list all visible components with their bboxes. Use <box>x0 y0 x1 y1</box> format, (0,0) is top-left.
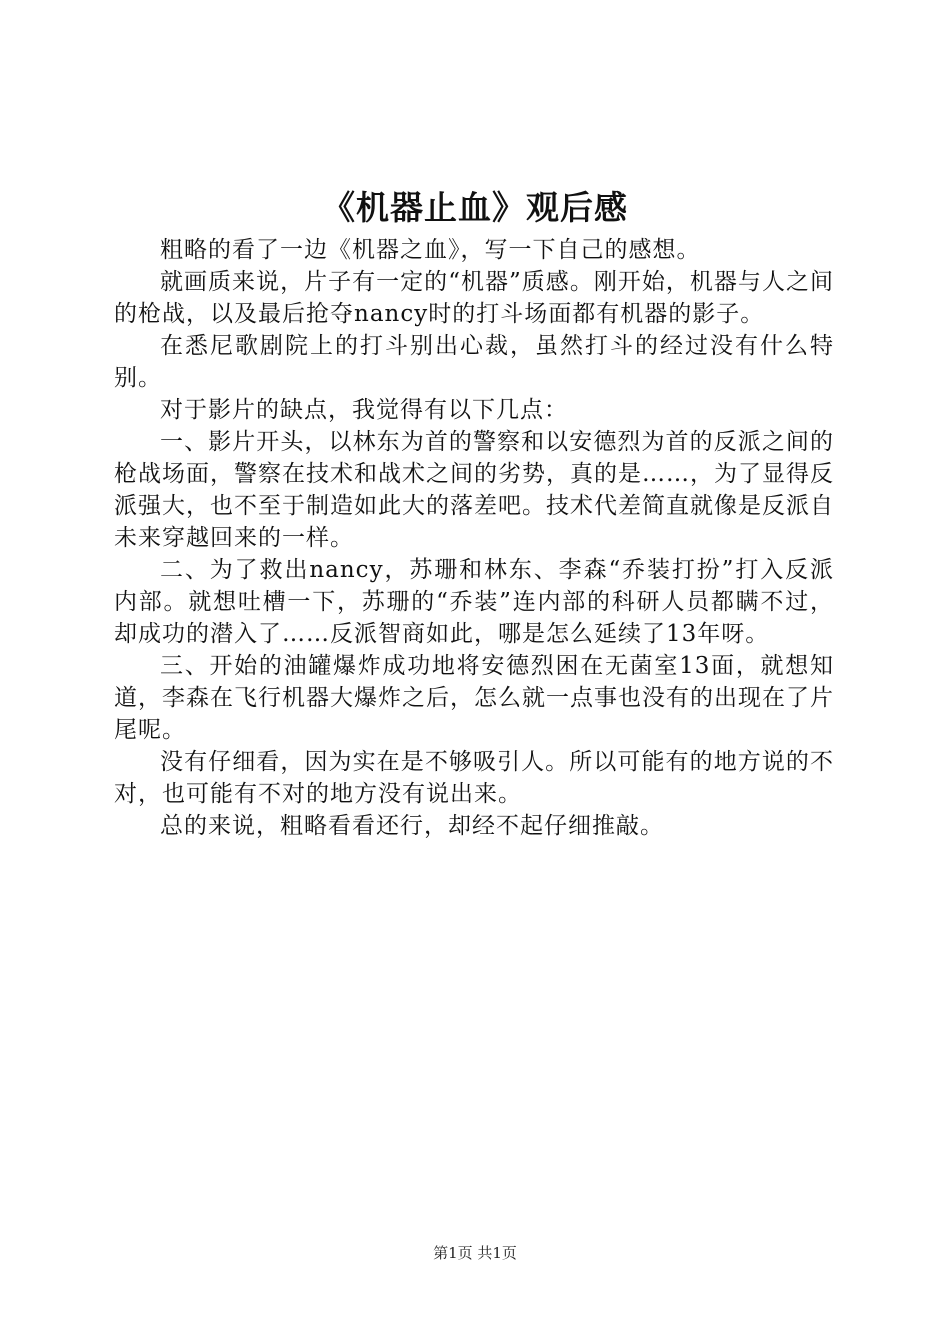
paragraph-2: 就画质来说，片子有一定的“机器”质感。刚开始，机器与人之间的枪战，以及最后抢夺nancy时的打斗场面都有机器的影子。 <box>114 269 834 327</box>
paragraph-4: 对于影片的缺点，我觉得有以下几点： <box>160 397 568 423</box>
paragraph-7: 三、开始的油罐爆炸成功地将安德烈困在无菌室13面，就想知道，李森在飞行机器大爆炸之后，怎么就一点事也没有的出现在了片尾呢。 <box>114 653 834 743</box>
paragraph-5: 一、影片开头，以林东为首的警察和以安德烈为首的反派之间的枪战场面，警察在技术和战术之间的劣势，真的是……，为了显得反派强大，也不至于制造如此大的落差吧。技术代差简直就像是反派自未来穿越回来的一样。 <box>114 429 834 551</box>
paragraph-6: 二、为了救出nancy，苏珊和林东、李森“乔装打扮”打入反派内部。就想吐槽一下，苏珊的“乔装”连内部的科研人员都瞒不过，却成功的潜入了……反派智商如此，哪是怎么延续了13年呀。 <box>114 557 834 647</box>
paragraph-3: 在悉尼歌剧院上的打斗别出心裁，虽然打斗的经过没有什么特别。 <box>114 333 834 391</box>
paragraph-9: 总的来说，粗略看看还行，却经不起仔细推敲。 <box>160 813 664 839</box>
paragraph-1: 粗略的看了一边《机器之血》，写一下自己的感想。 <box>160 237 701 263</box>
page-number-footer: 第1页 共1页 <box>433 1244 517 1262</box>
document-body <box>114 234 834 842</box>
document-title: 《机器止血》观后感 <box>322 188 628 227</box>
paragraph-8: 没有仔细看，因为实在是不够吸引人。所以可能有的地方说的不对，也可能有不对的地方没有说出来。 <box>114 749 834 807</box>
